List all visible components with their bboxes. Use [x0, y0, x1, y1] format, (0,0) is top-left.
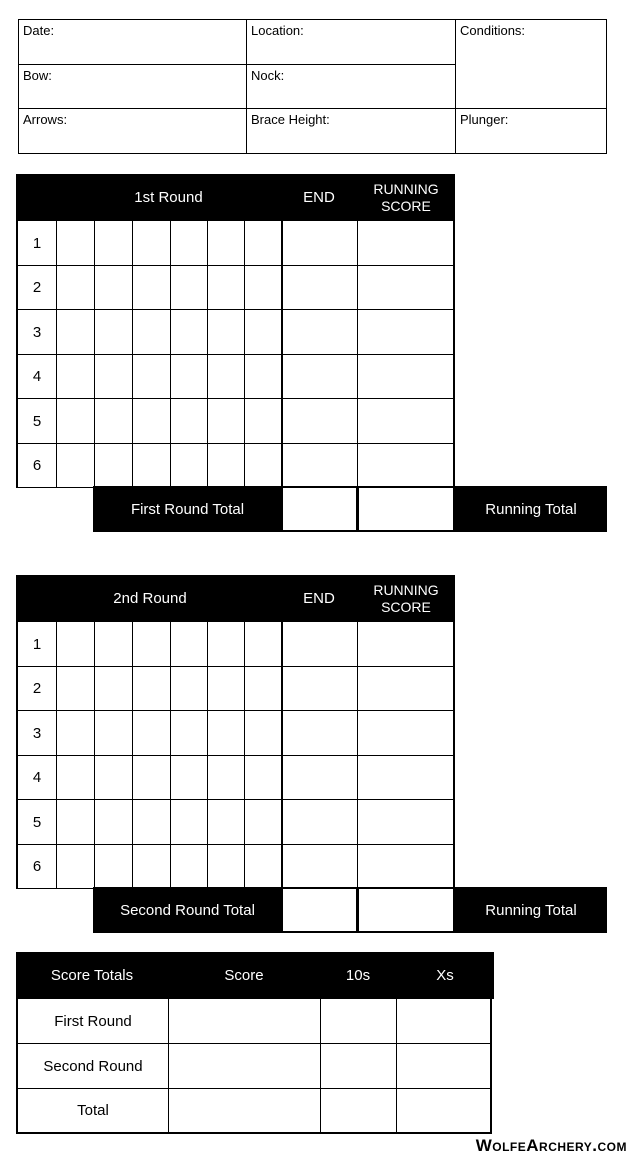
arrow-score-cell[interactable] — [132, 398, 171, 444]
totals-10s-cell[interactable] — [320, 1043, 397, 1089]
running-score-cell[interactable] — [357, 621, 455, 667]
round2-title: 2nd Round — [113, 590, 187, 607]
arrow-score-cell[interactable] — [207, 710, 245, 756]
round2-total-label: Second Round Total — [93, 887, 282, 933]
totals-header-score: Score — [224, 967, 264, 984]
running-score-cell[interactable] — [357, 354, 455, 399]
round2-end-header: END — [303, 590, 335, 607]
arrow-score-cell[interactable] — [94, 621, 133, 667]
location-label: Location: — [251, 23, 304, 38]
arrow-score-cell[interactable] — [207, 309, 245, 355]
running-score-cell[interactable] — [357, 265, 455, 310]
arrow-score-cell[interactable] — [207, 799, 245, 845]
conditions-field[interactable] — [455, 19, 607, 109]
round2-total-running-cell[interactable] — [357, 887, 455, 933]
arrow-score-cell[interactable] — [56, 799, 95, 845]
arrow-score-cell[interactable] — [94, 844, 133, 889]
end-total-cell[interactable] — [281, 710, 358, 756]
round1-end-header: END — [303, 189, 335, 206]
end-number: 5 — [16, 398, 57, 444]
arrow-score-cell[interactable] — [94, 354, 133, 399]
arrow-score-cell[interactable] — [207, 844, 245, 889]
end-total-cell[interactable] — [281, 443, 358, 488]
arrow-score-cell[interactable] — [207, 621, 245, 667]
arrow-score-cell[interactable] — [207, 220, 245, 266]
arrow-score-cell[interactable] — [244, 621, 283, 667]
arrow-score-cell[interactable] — [132, 354, 171, 399]
arrow-score-cell[interactable] — [170, 621, 208, 667]
running-score-cell[interactable] — [357, 666, 455, 711]
arrow-score-cell[interactable] — [56, 844, 95, 889]
round2-total-end-cell[interactable] — [281, 887, 358, 933]
arrow-score-cell[interactable] — [170, 844, 208, 889]
totals-row-label: Total — [16, 1088, 169, 1134]
arrow-score-cell[interactable] — [56, 666, 95, 711]
round2-running-line2: SCORE — [381, 598, 431, 615]
round1-running-line2: SCORE — [381, 197, 431, 214]
arrow-score-cell[interactable] — [56, 621, 95, 667]
end-total-cell[interactable] — [281, 398, 358, 444]
arrow-score-cell[interactable] — [56, 220, 95, 266]
totals-xs-cell[interactable] — [396, 1088, 492, 1134]
end-number: 3 — [16, 309, 57, 355]
arrow-score-cell[interactable] — [244, 398, 283, 444]
arrow-score-cell[interactable] — [244, 755, 283, 800]
plunger-label: Plunger: — [460, 112, 509, 127]
round2-running-total-label: Running Total — [455, 887, 607, 933]
arrow-score-cell[interactable] — [94, 666, 133, 711]
arrow-score-cell[interactable] — [94, 799, 133, 845]
arrow-score-cell[interactable] — [94, 755, 133, 800]
running-score-cell[interactable] — [357, 220, 455, 266]
conditions-label: Conditions: — [460, 23, 526, 38]
location-field[interactable] — [246, 19, 456, 65]
arrow-score-cell[interactable] — [170, 220, 208, 266]
arrow-score-cell[interactable] — [56, 309, 95, 355]
end-total-cell[interactable] — [281, 755, 358, 800]
arrow-score-cell[interactable] — [56, 354, 95, 399]
arrow-score-cell[interactable] — [170, 309, 208, 355]
arrow-score-cell[interactable] — [207, 666, 245, 711]
arrow-score-cell[interactable] — [94, 220, 133, 266]
arrow-score-cell[interactable] — [244, 309, 283, 355]
end-number: 2 — [16, 265, 57, 310]
arrow-score-cell[interactable] — [207, 443, 245, 488]
date-label: Date: — [23, 23, 55, 38]
arrow-score-cell[interactable] — [56, 398, 95, 444]
end-number: 3 — [16, 710, 57, 756]
plunger-field[interactable] — [455, 108, 607, 154]
totals-10s-cell[interactable] — [320, 998, 397, 1044]
totals-xs-cell[interactable] — [396, 1043, 492, 1089]
arrow-score-cell[interactable] — [132, 799, 171, 845]
end-total-cell[interactable] — [281, 666, 358, 711]
end-number: 4 — [16, 354, 57, 399]
totals-score-cell[interactable] — [168, 998, 321, 1044]
arrow-score-cell[interactable] — [207, 398, 245, 444]
end-total-cell[interactable] — [281, 220, 358, 266]
arrow-score-cell[interactable] — [132, 755, 171, 800]
bow-field[interactable] — [18, 64, 247, 109]
brace-height-label: Brace Height: — [251, 112, 330, 127]
arrow-score-cell[interactable] — [132, 220, 171, 266]
arrow-score-cell[interactable] — [207, 265, 245, 310]
arrow-score-cell[interactable] — [132, 265, 171, 310]
running-score-cell[interactable] — [357, 799, 455, 845]
arrow-score-cell[interactable] — [94, 443, 133, 488]
end-total-cell[interactable] — [281, 799, 358, 845]
arrow-score-cell[interactable] — [170, 443, 208, 488]
brace-height-field[interactable] — [246, 108, 456, 154]
nock-label: Nock: — [251, 68, 285, 83]
date-field[interactable] — [18, 19, 247, 65]
arrow-score-cell[interactable] — [244, 710, 283, 756]
arrow-score-cell[interactable] — [170, 265, 208, 310]
end-number: 6 — [16, 443, 57, 488]
end-number: 1 — [16, 621, 57, 667]
round1-title: 1st Round — [134, 189, 203, 206]
end-total-cell[interactable] — [281, 621, 358, 667]
round2-running-header — [357, 575, 455, 622]
arrow-score-cell[interactable] — [244, 844, 283, 889]
arrow-score-cell[interactable] — [132, 710, 171, 756]
totals-row-label: First Round — [16, 998, 169, 1044]
totals-score-cell[interactable] — [168, 1043, 321, 1089]
round1-total-running-cell[interactable] — [357, 486, 455, 532]
end-total-cell[interactable] — [281, 844, 358, 889]
round1-running-line1: RUNNING — [373, 180, 439, 197]
nock-field[interactable] — [246, 64, 456, 109]
arrow-score-cell[interactable] — [244, 443, 283, 488]
arrows-field[interactable] — [18, 108, 247, 154]
bow-label: Bow: — [23, 68, 52, 83]
arrow-score-cell[interactable] — [170, 710, 208, 756]
arrow-score-cell[interactable] — [244, 799, 283, 845]
arrow-score-cell[interactable] — [56, 710, 95, 756]
arrow-score-cell[interactable] — [244, 666, 283, 711]
arrow-score-cell[interactable] — [132, 844, 171, 889]
arrow-score-cell[interactable] — [170, 666, 208, 711]
end-total-cell[interactable] — [281, 354, 358, 399]
arrow-score-cell[interactable] — [132, 309, 171, 355]
totals-header-10s: 10s — [345, 967, 371, 984]
round2-running-line1: RUNNING — [373, 581, 439, 598]
end-number: 2 — [16, 666, 57, 711]
running-score-cell[interactable] — [357, 309, 455, 355]
arrow-score-cell[interactable] — [56, 755, 95, 800]
running-score-cell[interactable] — [357, 844, 455, 889]
arrow-score-cell[interactable] — [94, 309, 133, 355]
arrow-score-cell[interactable] — [94, 265, 133, 310]
arrow-score-cell[interactable] — [244, 220, 283, 266]
arrow-score-cell[interactable] — [170, 755, 208, 800]
end-number: 1 — [16, 220, 57, 266]
round1-total-label: First Round Total — [93, 486, 282, 532]
running-score-cell[interactable] — [357, 443, 455, 488]
arrow-score-cell[interactable] — [56, 265, 95, 310]
arrow-score-cell[interactable] — [170, 354, 208, 399]
totals-xs-cell[interactable] — [396, 998, 492, 1044]
end-number: 5 — [16, 799, 57, 845]
arrow-score-cell[interactable] — [94, 398, 133, 444]
end-number: 6 — [16, 844, 57, 889]
running-score-cell[interactable] — [357, 398, 455, 444]
round1-running-header — [357, 174, 455, 221]
arrow-score-cell[interactable] — [170, 398, 208, 444]
arrow-score-cell[interactable] — [170, 799, 208, 845]
arrow-score-cell[interactable] — [94, 710, 133, 756]
totals-score-cell[interactable] — [168, 1088, 321, 1134]
arrow-score-cell[interactable] — [244, 354, 283, 399]
brand-footer: WolfeArchery.com — [475, 1136, 627, 1155]
arrow-score-cell[interactable] — [56, 443, 95, 488]
running-score-cell[interactable] — [357, 755, 455, 800]
totals-header-score-totals: Score Totals — [50, 967, 134, 984]
end-total-cell[interactable] — [281, 309, 358, 355]
arrows-label: Arrows: — [23, 112, 68, 127]
arrow-score-cell[interactable] — [132, 666, 171, 711]
end-number: 4 — [16, 755, 57, 800]
arrow-score-cell[interactable] — [132, 621, 171, 667]
totals-row-label: Second Round — [16, 1043, 169, 1089]
arrow-score-cell[interactable] — [244, 265, 283, 310]
round1-running-total-label: Running Total — [455, 486, 607, 532]
arrow-score-cell[interactable] — [207, 354, 245, 399]
arrow-score-cell[interactable] — [207, 755, 245, 800]
totals-10s-cell[interactable] — [320, 1088, 397, 1134]
round1-total-end-cell[interactable] — [281, 486, 358, 532]
totals-header-xs: Xs — [436, 967, 454, 984]
arrow-score-cell[interactable] — [132, 443, 171, 488]
end-total-cell[interactable] — [281, 265, 358, 310]
running-score-cell[interactable] — [357, 710, 455, 756]
